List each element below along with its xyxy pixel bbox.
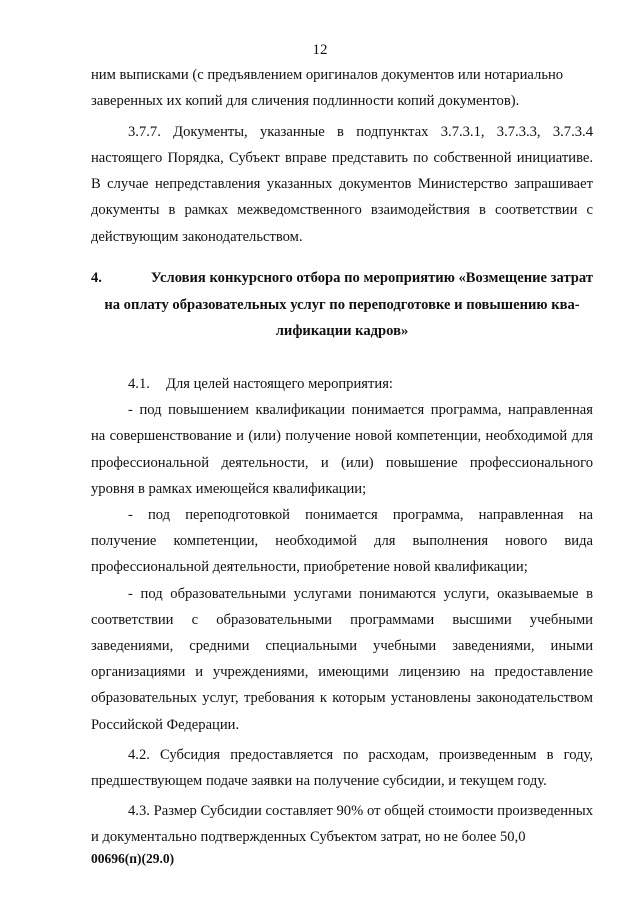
clause-4-1-item-educational-services: - под образовательными услугами понимаются услуги, оказываемые в соответствии с образовательными программами высшими учебными заведениями, средними специальными учебными заведениями, иными организациями и учреждениями, имеющими лицензию на предоставление образовательных услуг, требования к которым установлены законодательством Российской Федерации.	[91, 585, 593, 733]
continuation-line-1: ним выписками (с предъявлением оригиналов документов или нотариально	[91, 67, 564, 83]
section-4-title-line-3: лификации кадров»	[275, 323, 409, 340]
section-4-heading-line-1	[91, 265, 593, 292]
clause-4-1-item-qualification: - под повышением квалификации понимается программа, направленная на совершенствование и (или) получение новой компетенции, необходимой для профессиональной деятельности, и (или) повышение профессионального уровня в рамках имеющейся квалификации;	[91, 402, 593, 497]
clause-4-2-paragraph: 4.2. Субсидия предоставляется по расходам, произведенным в году, предшествующем подаче заявки на получение субсидии, и текущем году.	[91, 746, 593, 790]
clause-3-7-7-paragraph: 3.7.7. Документы, указанные в подпунктах 3.7.3.1, 3.7.3.3, 3.7.3.4 настоящего Порядка, Субъект вправе представить по собственной инициативе. В случае непредставления указанных документов Министерство запрашивает документы в рамках межведомственного взаимодействия в соответствии с действующим законодательством.	[91, 123, 593, 245]
clause-4-1-intro	[91, 371, 593, 397]
section-4-title-line-1: Условия конкурсного отбора по мероприятию «Возмещение затрат	[150, 270, 593, 286]
clause-4-1-item-retraining: - под переподготовкой понимается программа, направленная на получение компетенции, необходимой для выполнения нового вида профессиональной деятельности, приобретение новой квалификации;	[91, 507, 593, 576]
clause-4-3-paragraph: 4.3. Размер Субсидии составляет 90% от общей стоимости произведенных и документально подтвержденных Субъектом затрат, но не более 50,0	[91, 803, 593, 846]
page-number: 12	[312, 42, 328, 58]
continuation-line-2: заверенных их копий для сличения подлинности копий документов).	[91, 93, 520, 110]
clause-4-1-intro-text: Для целей настоящего мероприятия:	[166, 376, 393, 392]
section-4-number: 4.	[91, 270, 102, 286]
top-text-block	[91, 62, 593, 250]
section-4-body	[91, 371, 593, 851]
clause-4-1-number: 4.1.	[128, 376, 150, 392]
section-4-title-line-2: на оплату образовательных услуг по переподготовке и повышению ква-	[104, 296, 580, 313]
section-4-heading	[91, 265, 593, 345]
document-code-footer: 00696(п)(29.0)	[91, 851, 175, 866]
